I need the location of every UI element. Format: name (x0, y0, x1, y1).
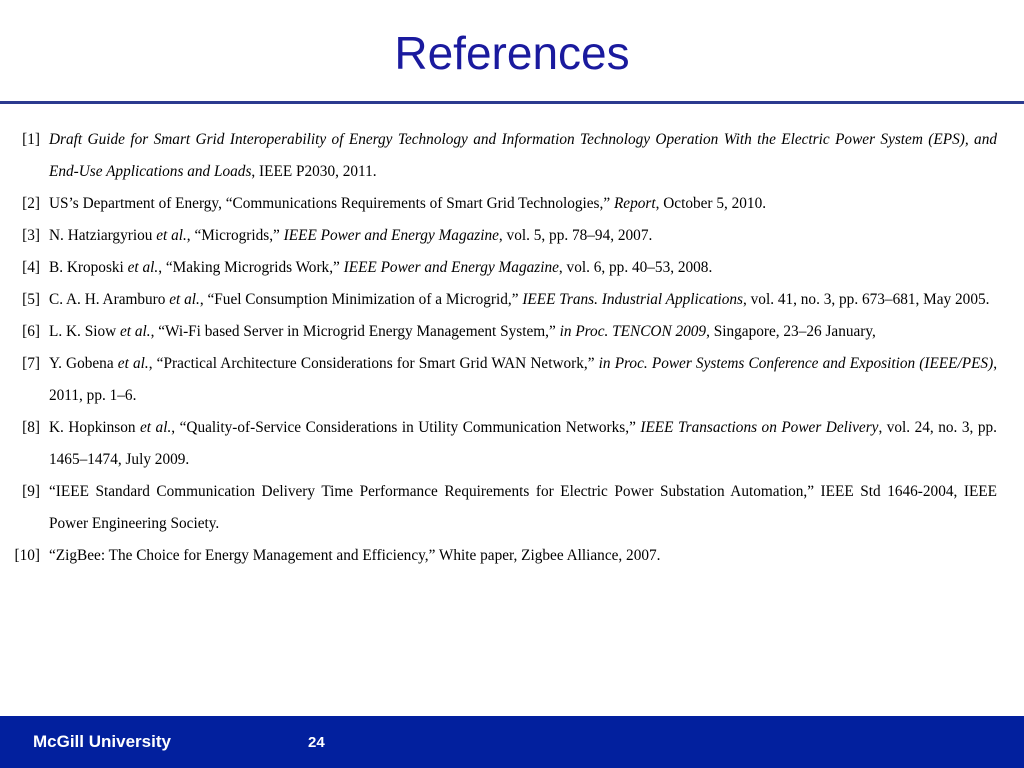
reference-text (49, 540, 997, 572)
reference-segment: , vol. 24, no. 3, pp. 1465–1474, July 2009. (49, 419, 997, 468)
reference-italic-segment: IEEE Transactions on Power Delivery (640, 419, 879, 436)
footer-bar (0, 716, 1024, 768)
slide-title: References (394, 27, 630, 79)
reference-italic-segment: et al. (169, 291, 200, 308)
reference-number: [7] (22, 355, 40, 372)
reference-list (0, 124, 1024, 572)
reference-number: [9] (22, 483, 40, 500)
reference-number: [1] (22, 131, 40, 148)
reference-segment: , “Wi-Fi based Server in Microgrid Energy Management System,” (150, 323, 560, 340)
reference-segment: , October 5, 2010. (655, 195, 767, 212)
reference-text (49, 124, 997, 188)
reference-item (0, 540, 1024, 572)
reference-segment: , 2011, pp. 1–6. (49, 355, 998, 404)
footer-university: McGill University (33, 732, 171, 751)
reference-number: [5] (22, 291, 40, 308)
reference-italic-segment: in Proc. TENCON 2009 (559, 323, 707, 340)
reference-segment: , “Microgrids,” (186, 227, 284, 244)
reference-item (0, 252, 1024, 284)
reference-number: [3] (22, 227, 40, 244)
page-number: 24 (308, 734, 325, 751)
reference-number: [10] (14, 547, 40, 564)
reference-text (49, 412, 997, 476)
reference-segment: , Singapore, 23–26 January, (706, 323, 876, 340)
reference-segment: , “Making Microgrids Work,” (158, 259, 344, 276)
reference-item (0, 348, 1024, 412)
title-divider (0, 101, 1024, 104)
reference-item (0, 412, 1024, 476)
reference-text (49, 284, 997, 316)
reference-italic-segment: et al. (156, 227, 187, 244)
reference-number: [4] (22, 259, 40, 276)
reference-item (0, 284, 1024, 316)
reference-italic-segment: IEEE Power and Energy Magazine (283, 227, 499, 244)
reference-segment: , “Quality-of-Service Considerations in Utility Communication Networks,” (171, 419, 641, 436)
reference-text (49, 188, 997, 220)
reference-text (49, 316, 997, 348)
reference-italic-segment: et al. (119, 323, 151, 340)
reference-italic-segment: IEEE Power and Energy Magazine (343, 259, 559, 276)
reference-item (0, 316, 1024, 348)
reference-italic-segment: Draft Guide for Smart Grid Interoperability of Energy Technology and Information Technology Operation With the Electric Power System (EPS), and End-Use Applications and Loads (49, 131, 997, 180)
reference-segment: N. Hatziargyriou (49, 227, 157, 244)
reference-segment: , “Fuel Consumption Minimization of a Microgrid,” (199, 291, 523, 308)
reference-number: [2] (22, 195, 40, 212)
reference-number: [6] (22, 323, 40, 340)
reference-item (0, 188, 1024, 220)
reference-segment: B. Kroposki (49, 259, 128, 276)
reference-italic-segment: et al. (140, 419, 172, 436)
reference-segment: , vol. 6, pp. 40–53, 2008. (558, 259, 713, 276)
reference-segment: “IEEE Standard Communication Delivery Time Performance Requirements for Electric Power Substation Automation,” IEEE Std 1646-2004, IEEE Power Engineering Society. (49, 483, 997, 532)
reference-italic-segment: Report (613, 195, 656, 212)
reference-segment: , vol. 41, no. 3, pp. 673–681, May 2005. (743, 291, 990, 308)
reference-segment: , IEEE P2030, 2011. (251, 163, 377, 180)
reference-italic-segment: in Proc. Power Systems Conference and Exposition (IEEE/PES) (598, 355, 994, 372)
reference-italic-segment: IEEE Trans. Industrial Applications (522, 291, 743, 308)
reference-segment: , vol. 5, pp. 78–94, 2007. (498, 227, 653, 244)
reference-segment: US’s Department of Energy, “Communications Requirements of Smart Grid Technologies,” (49, 195, 614, 212)
reference-segment: C. A. H. Aramburo (49, 291, 170, 308)
reference-text (49, 220, 997, 252)
reference-segment: “ZigBee: The Choice for Energy Management and Efficiency,” White paper, Zigbee Alliance, 2007. (49, 547, 661, 564)
reference-segment: Y. Gobena (49, 355, 118, 372)
reference-segment: L. K. Siow (49, 323, 120, 340)
reference-text (49, 348, 997, 412)
reference-italic-segment: et al. (117, 355, 149, 372)
reference-segment: , “Practical Architecture Considerations for Smart Grid WAN Network,” (148, 355, 599, 372)
reference-item (0, 124, 1024, 188)
reference-item (0, 476, 1024, 540)
reference-text (49, 252, 997, 284)
reference-segment: K. Hopkinson (49, 419, 141, 436)
reference-item (0, 220, 1024, 252)
reference-number: [8] (22, 419, 40, 436)
reference-italic-segment: et al. (127, 259, 159, 276)
reference-text (49, 476, 997, 540)
